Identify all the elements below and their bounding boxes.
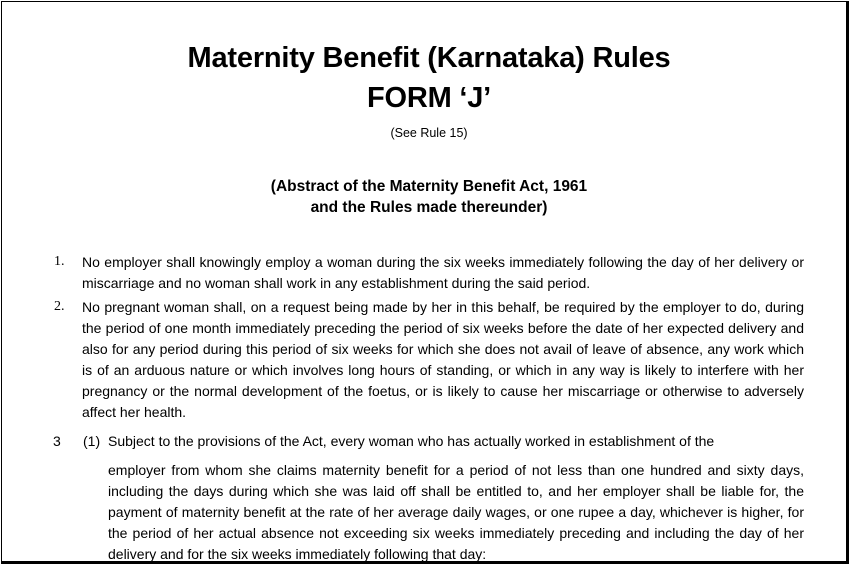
document-page <box>2 2 846 561</box>
item-3-sub-number: (1) <box>83 433 101 449</box>
document-title: Maternity Benefit (Karnataka) Rules <box>187 42 671 74</box>
item-2-paragraph: No pregnant woman shall, on a request being made by her in this behalf, be required by the employer to do, during the period of one month immediately preceding the period of six weeks before the date of her expected delivery and also for any period during this period of six weeks for which she does not avail of leave of absence, any work which is of an arduous nature or which involves long hours of standing, or which in any way is likely to interfere with her pregnancy or the normal development of the foetus, or is likely to cause her miscarriage or otherwise to adversely affect her health. <box>82 299 804 420</box>
item-2-text <box>82 297 804 423</box>
document-frame <box>1 1 849 564</box>
item-3-first-line: Subject to the provisions of the Act, every woman who has actually worked in establishment of the <box>108 433 715 449</box>
abstract-heading-line1: (Abstract of the Maternity Benefit Act, 1961 <box>270 178 588 195</box>
item-2-number: 2. <box>54 299 65 314</box>
item-1-text <box>82 252 804 294</box>
item-3-continuation: employer from whom she claims maternity benefit for a period of not less than one hundred and sixty days, including the days during which she was laid off shall be entitled to, and her employer shall be liable for, the payment of maternity benefit at the rate of her average daily wages, or one rupee a day, whichever is higher, for the period of her actual absence not exceeding six weeks immediately preceding and including the day of her delivery and for the six weeks immediately following that day: <box>108 462 804 562</box>
item-1-number: 1. <box>54 254 65 269</box>
abstract-heading-line2: and the Rules made thereunder) <box>310 199 548 216</box>
item-1-paragraph: No employer shall knowingly employ a woman during the six weeks immediately following the day of her delivery or miscarriage and no woman shall work in any establishment during the said period. <box>82 254 804 291</box>
form-title: FORM ‘J’ <box>366 82 492 114</box>
rule-reference: (See Rule 15) <box>390 126 468 140</box>
item-3-number: 3 <box>53 433 61 449</box>
